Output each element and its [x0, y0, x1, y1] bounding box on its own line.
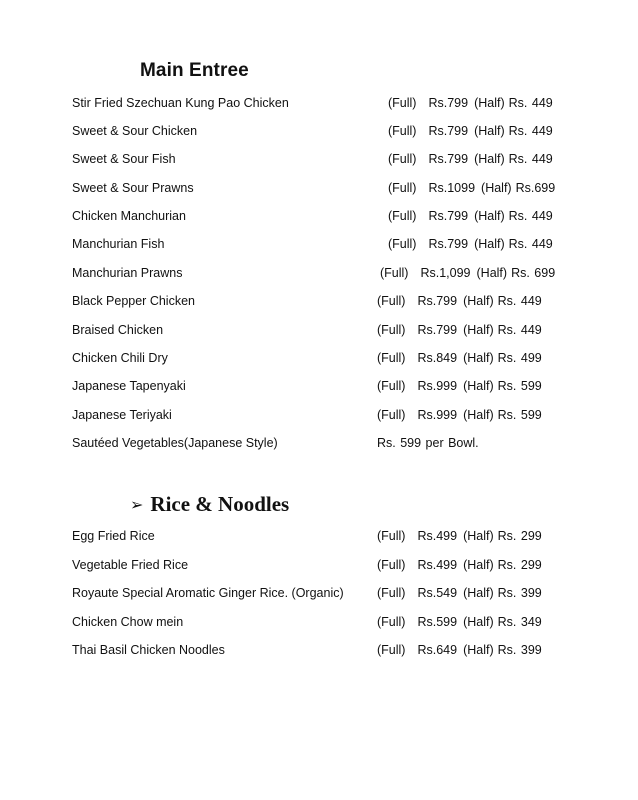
menu-item-name: Chicken Manchurian: [72, 209, 186, 223]
menu-item-price: [377, 294, 542, 308]
menu-item-price: [380, 266, 555, 280]
full-portion-price: Rs.499: [417, 558, 458, 572]
full-portion-price: Rs.599: [417, 615, 458, 629]
half-portion-label: (Half): [474, 152, 505, 166]
full-portion-price: Rs.799: [428, 237, 469, 251]
half-portion-label: (Half): [463, 558, 494, 572]
menu-item-price: [377, 351, 542, 365]
half-portion-label: (Half): [463, 351, 494, 365]
half-portion-price: Rs. 349: [497, 615, 542, 629]
menu-item-name: Black Pepper Chicken: [72, 294, 195, 308]
full-portion-label: (Full): [377, 643, 406, 657]
menu-item-name: Sweet & Sour Fish: [72, 152, 176, 166]
half-portion-price: Rs. 699: [511, 266, 556, 280]
menu-item-price: [377, 379, 542, 393]
menu-item-name: Japanese Tapenyaki: [72, 379, 186, 393]
menu-item-price: [388, 209, 553, 223]
menu-item-price: [377, 436, 479, 450]
half-portion-price: Rs. 449: [497, 294, 542, 308]
menu-item-name: Manchurian Fish: [72, 237, 165, 251]
menu-item-price: [377, 615, 542, 629]
full-portion-price: Rs.799: [428, 209, 469, 223]
menu-item-price: [388, 124, 553, 138]
full-portion-price: Rs.999: [417, 408, 458, 422]
full-portion-label: (Full): [377, 586, 406, 600]
menu-item-name: Chicken Chow mein: [72, 615, 184, 629]
full-portion-price: Rs. 599 per Bowl.: [377, 436, 479, 450]
full-portion-price: Rs.799: [428, 96, 469, 110]
full-portion-label: (Full): [377, 294, 406, 308]
section-title-rice-noodles-wrap: [130, 492, 289, 517]
menu-item-name: Vegetable Fried Rice: [72, 558, 189, 572]
full-portion-label: (Full): [377, 351, 406, 365]
full-portion-label: (Full): [377, 529, 406, 543]
menu-item-price: [388, 181, 555, 195]
full-portion-price: Rs.1,099: [420, 266, 471, 280]
full-portion-label: (Full): [377, 323, 406, 337]
half-portion-price: Rs. 599: [497, 379, 542, 393]
menu-item-name: Manchurian Prawns: [72, 266, 183, 280]
full-portion-label: (Full): [377, 408, 406, 422]
full-portion-label: (Full): [388, 124, 417, 138]
full-portion-price: Rs.849: [417, 351, 458, 365]
half-portion-label: (Half): [474, 96, 505, 110]
half-portion-label: (Half): [463, 379, 494, 393]
menu-item-price: [388, 237, 553, 251]
full-portion-label: (Full): [377, 379, 406, 393]
menu-item-price: [377, 323, 542, 337]
half-portion-label: (Half): [463, 408, 494, 422]
half-portion-label: (Half): [474, 209, 505, 223]
full-portion-price: Rs.999: [417, 379, 458, 393]
menu-item-name: Thai Basil Chicken Noodles: [72, 643, 225, 657]
menu-item-price: [388, 152, 553, 166]
half-portion-price: Rs.699: [515, 181, 556, 195]
full-portion-price: Rs.799: [417, 323, 458, 337]
half-portion-price: Rs. 299: [497, 558, 542, 572]
half-portion-label: (Half): [463, 586, 494, 600]
half-portion-price: Rs. 449: [508, 96, 553, 110]
menu-item-name: Sweet & Sour Chicken: [72, 124, 198, 138]
half-portion-price: Rs. 449: [508, 209, 553, 223]
menu-item-name: Chicken Chili Dry: [72, 351, 168, 365]
menu-item-price: [377, 586, 542, 600]
half-portion-price: Rs. 449: [497, 323, 542, 337]
menu-item-name: Stir Fried Szechuan Kung Pao Chicken: [72, 96, 289, 110]
half-portion-price: Rs. 499: [497, 351, 542, 365]
full-portion-label: (Full): [377, 615, 406, 629]
arrow-bullet-icon: ➢: [130, 495, 144, 514]
menu-item-name: Japanese Teriyaki: [72, 408, 172, 422]
full-portion-price: Rs.499: [417, 529, 458, 543]
half-portion-label: (Half): [463, 643, 494, 657]
half-portion-label: (Half): [463, 323, 494, 337]
full-portion-label: (Full): [388, 237, 417, 251]
full-portion-price: Rs.799: [417, 294, 458, 308]
half-portion-price: Rs. 599: [497, 408, 542, 422]
full-portion-price: Rs.549: [417, 586, 458, 600]
section-title-rice-noodles: Rice & Noodles: [150, 492, 290, 516]
half-portion-label: (Half): [481, 181, 512, 195]
menu-item-price: [377, 529, 542, 543]
full-portion-label: (Full): [388, 152, 417, 166]
half-portion-label: (Half): [476, 266, 508, 280]
full-portion-label: (Full): [380, 266, 409, 280]
half-portion-price: Rs. 399: [497, 586, 542, 600]
half-portion-label: (Half): [463, 294, 494, 308]
section-title-main-entree: Main Entree: [140, 60, 249, 81]
full-portion-price: Rs.799: [428, 152, 469, 166]
half-portion-price: Rs. 299: [497, 529, 542, 543]
half-portion-label: (Half): [463, 529, 494, 543]
half-portion-price: Rs. 449: [508, 152, 553, 166]
full-portion-label: (Full): [388, 96, 417, 110]
menu-item-price: [377, 408, 542, 422]
full-portion-price: Rs.799: [428, 124, 469, 138]
full-portion-label: (Full): [388, 209, 417, 223]
menu-item-price: [388, 96, 553, 110]
menu-item-name: Royaute Special Aromatic Ginger Rice. (Organic): [72, 586, 344, 600]
full-portion-price: Rs.649: [417, 643, 458, 657]
menu-item-name: Braised Chicken: [72, 323, 164, 337]
half-portion-label: (Half): [474, 124, 505, 138]
full-portion-label: (Full): [388, 181, 417, 195]
half-portion-label: (Half): [463, 615, 494, 629]
menu-item-name: Sautéed Vegetables(Japanese Style): [72, 436, 278, 450]
menu-item-name: Egg Fried Rice: [72, 529, 155, 543]
menu-item-price: [377, 643, 542, 657]
half-portion-label: (Half): [474, 237, 505, 251]
half-portion-price: Rs. 449: [508, 124, 553, 138]
half-portion-price: Rs. 399: [497, 643, 542, 657]
half-portion-price: Rs. 449: [508, 237, 553, 251]
menu-item-price: [377, 558, 542, 572]
full-portion-label: (Full): [377, 558, 406, 572]
menu-item-name: Sweet & Sour Prawns: [72, 181, 194, 195]
full-portion-price: Rs.1099: [428, 181, 476, 195]
